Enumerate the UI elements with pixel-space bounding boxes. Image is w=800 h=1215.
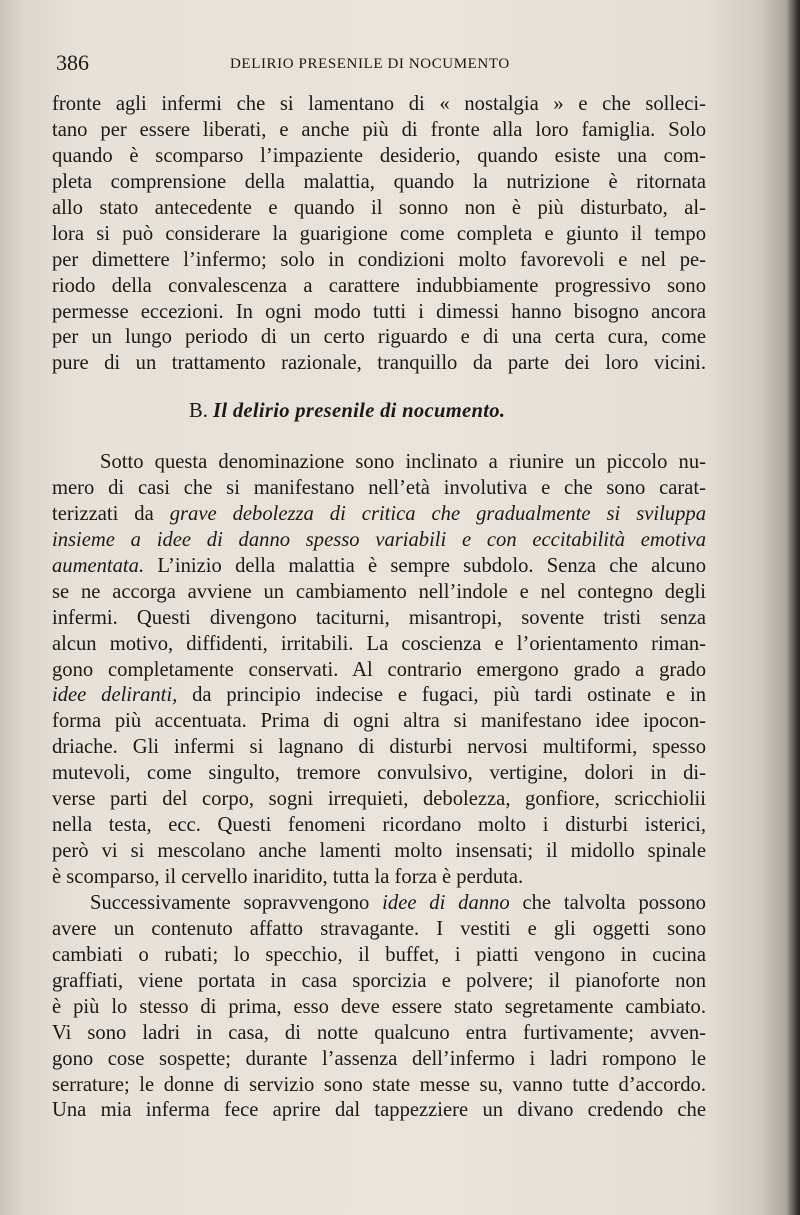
text-line: pure di un trattamento razionale, tranquillo da parte dei loro vicini. bbox=[52, 352, 706, 375]
text-line: forma più accentuata. Prima di ogni altra si manifestano idee ipocon- bbox=[52, 710, 706, 733]
italic-emphasis: grave debolezza di critica che gradualmente si sviluppa bbox=[169, 502, 706, 525]
text-line: infermi. Questi divengono taciturni, misantropi, sovente tristi senza bbox=[52, 606, 706, 629]
text-line: mutevoli, come singulto, tremore convulsivo, vertigine, dolori in di- bbox=[52, 762, 706, 785]
text-line: graffiati, viene portata in casa sporcizia e polvere; il pianoforte non bbox=[52, 969, 706, 992]
text-fragment: terizzati da bbox=[52, 502, 170, 525]
text-line: quando è scomparso l’impaziente desiderio, quando esiste una com- bbox=[52, 144, 706, 167]
text-line: mero di casi che si manifestano nell’età involutiva e che sono carat- bbox=[52, 476, 706, 499]
text-line: per un lungo periodo di un certo riguardo e di una certa cura, come bbox=[52, 326, 706, 349]
text-line: Vi sono ladri in casa, di notte qualcuno entra furtivamente; avven- bbox=[52, 1021, 706, 1044]
text-line: driache. Gli infermi si lagnano di disturbi nervosi multiformi, spesso bbox=[52, 736, 706, 759]
text-fragment: che talvolta possono bbox=[509, 891, 706, 914]
section-heading bbox=[52, 400, 706, 423]
text-line: Una mia inferma fece aprire dal tappezziere un divano credendo che bbox=[52, 1099, 706, 1122]
text-line: gono completamente conservati. Al contrario emergono grado a grado bbox=[52, 658, 706, 681]
text-line: però vi si mescolano anche lamenti molto insensati; il midollo spinale bbox=[52, 840, 706, 863]
text-line: gono cose sospette; durante l’assenza dell’infermo i ladri rompono le bbox=[52, 1047, 706, 1070]
text-fragment: da principio indecise e fugaci, più tardi ostinate e in bbox=[177, 684, 706, 707]
page-header bbox=[52, 48, 706, 78]
text-fragment: L’inizio della malattia è sempre subdolo. Senza che alcuno bbox=[144, 554, 706, 577]
text-line bbox=[52, 554, 706, 580]
text-line: allo stato antecedente e quando il sonno non è più disturbato, al- bbox=[52, 196, 706, 219]
text-line: è più lo stesso di prima, esso deve essere stato segretamente cambiato. bbox=[52, 995, 706, 1018]
running-title: DELIRIO PRESENILE DI NOCUMENTO bbox=[230, 56, 510, 72]
text-line: Sotto questa denominazione sono inclinato a riunire un piccolo nu- bbox=[100, 451, 706, 473]
page-number: 386 bbox=[56, 50, 89, 75]
text-fragment: Successivamente sopravvengono bbox=[90, 891, 383, 914]
section-body bbox=[52, 450, 706, 1124]
section-title: Il delirio presenile di nocumento. bbox=[213, 400, 506, 422]
text-line: serrature; le donne di servizio sono state messe su, vanno tutte d’accordo. bbox=[52, 1073, 706, 1096]
text-line: fronte agli infermi che si lamentano di « nostalgia » e che solleci- bbox=[52, 93, 706, 115]
text-line: verse parti del corpo, sogni irrequieti, debolezza, gonfiore, scricchiolii bbox=[52, 788, 706, 811]
text-line: pleta comprensione della malattia, quando la nutrizione è ritornata bbox=[52, 170, 706, 193]
paragraph-continuation bbox=[52, 92, 706, 377]
italic-emphasis: idee deliranti, bbox=[52, 684, 178, 707]
text-line: lora si può considerare la guarigione come completa e giunto il tempo bbox=[52, 222, 706, 245]
section-label: B. bbox=[189, 400, 208, 422]
text-line: nella testa, ecc. Questi fenomeni ricordano molto i disturbi isterici, bbox=[52, 814, 706, 837]
text-line bbox=[52, 891, 706, 917]
text-line: alcun motivo, diffidenti, irritabili. La coscienza e l’orientamento riman- bbox=[52, 632, 706, 655]
text-line bbox=[52, 502, 706, 528]
text-line: è scomparso, il cervello inaridito, tutta la forza è perduta. bbox=[52, 866, 524, 888]
italic-emphasis: idee di danno bbox=[382, 891, 510, 914]
text-line: se ne accorga avviene un cambiamento nell’indole e nel contegno degli bbox=[52, 580, 706, 603]
text-line: tano per essere liberati, e anche più di fronte alla loro famiglia. Solo bbox=[52, 118, 706, 141]
text-line: cambiati o rubati; lo specchio, il buffet, i piatti vengono in cucina bbox=[52, 943, 706, 966]
text-line: per dimettere l’infermo; solo in condizioni molto favorevoli e nel pe- bbox=[52, 248, 706, 271]
italic-line: insieme a idee di danno spesso variabili e con eccitabilità emotiva bbox=[52, 528, 706, 551]
text-line: permesse eccezioni. In ogni modo tutti i dimessi hanno bisogno ancora bbox=[52, 300, 706, 323]
text-line: avere un contenuto affatto stravagante. I vestiti e gli oggetti sono bbox=[52, 917, 706, 940]
text-line: riodo della convalescenza a carattere indubbiamente progressivo sono bbox=[52, 274, 706, 297]
italic-emphasis: aumentata. bbox=[52, 554, 145, 577]
text-line bbox=[52, 683, 706, 709]
